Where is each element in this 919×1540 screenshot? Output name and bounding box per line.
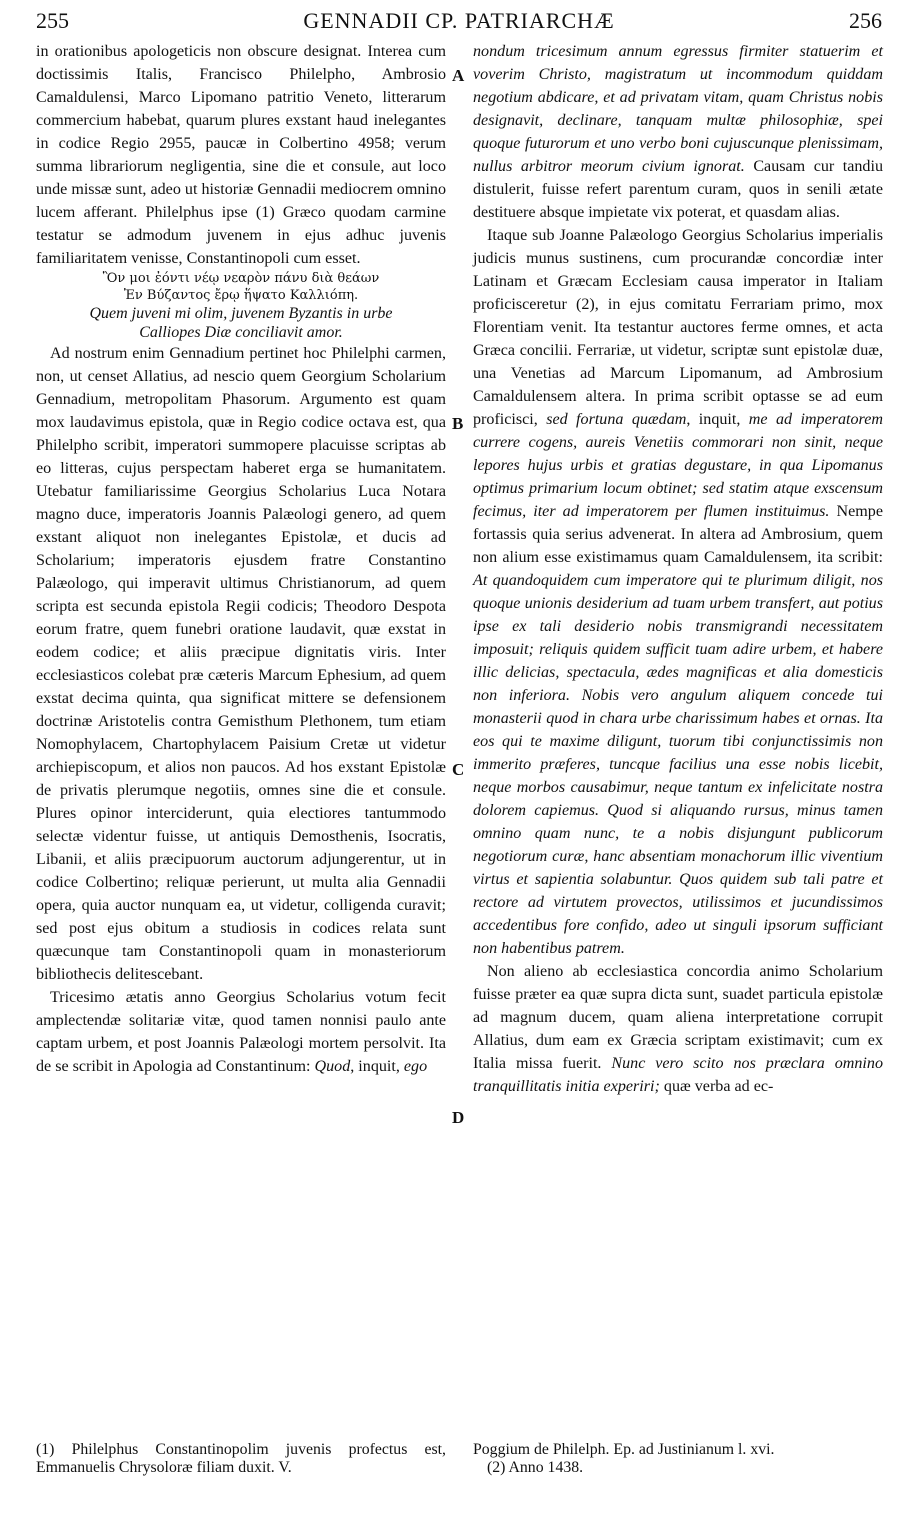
margin-marker-b: B xyxy=(452,414,464,433)
paragraph: in orationibus apologeticis non obscure designat. Interea cum doctissimis Italis, Francisco Philelpho, Ambrosio Camaldulensi, Marco Lipomano patritio Veneto, litterarum commercium habebat, quarum plures exstant haud inelegantes in codice Regio 2955, paucæ in Colbertino 4958; verum summa librariorum negligentia, sine die et consule, aut loco unde missæ sunt, adeo ut historiæ Gennadii mediocrem omnino lucem afferant. Philelphus ipse (1) Græco quodam carmine testatur se admodum juvenem in ejus adhuc juvenis familiaritatem venisse, Constantinopoli cum esset. xyxy=(36,43,446,267)
running-header xyxy=(36,8,882,38)
italic-run: ego xyxy=(403,1058,428,1075)
paragraph xyxy=(473,224,883,960)
greek-verse-line: Ὃν μοι ἐόντι νέῳ νεαρὸν πάνυ διὰ θεάων xyxy=(102,271,380,286)
italic-run: Quod xyxy=(314,1058,351,1075)
text-run: Causam cur tandiu distulerit, fuisse refert parentum curam, quos in senili ætate destituere absque impietate vix poterat, et quasdam alias. xyxy=(473,158,883,221)
text-run: , inquit, xyxy=(350,1058,404,1075)
left-column xyxy=(36,40,446,1078)
text-run: , inquit, xyxy=(686,411,749,428)
text-run: quæ verba ad ec- xyxy=(659,1078,774,1095)
italic-run: sed fortuna quædam xyxy=(546,411,687,428)
latin-verse-translation: Quem juveni mi olim, juvenem Byzantis in urbe xyxy=(89,305,393,322)
page-number-left: 255 xyxy=(36,8,69,33)
text-run: Tricesimo ætatis anno Georgius Scholarius votum fecit amplectendæ solitariæ vitæ, quod tamen nonnisi paulo ante captam urbem, et post Joannis Palæologi mortem persolvit. Ita de se scribit in Apologia ad Constantinum: xyxy=(36,989,446,1075)
paragraph xyxy=(473,40,883,224)
italic-run: Nunc vero scito nos præclara omnino tranquillitatis initia experiri; xyxy=(473,1055,883,1095)
footnotes-right xyxy=(473,1441,883,1477)
margin-marker-a: A xyxy=(452,66,465,85)
paragraph: Ad nostrum enim Gennadium pertinet hoc Philelphi carmen, non, ut censet Allatius, ad nescio quem Georgium Scholarium Gennadium, metropolitam Phasorum. Argumento est quam mox laudavimus epistola, quæ in Regio codice octava est, qua Philelpho scribit, imperatori summopere placuisse scriptas ab eo litteras, cujus perspectam haberet erga se humanitatem. Utebatur familiarissime Georgius Scholarius Luca Notara magno duce, imperatoris Joannis Palæologi genero, ad quem exstant aliquot non inelegantes Epistolæ, et ducis ad Scholarium; imperatoris ejusdem fratre Constantino Palæologo, qui imperavit ultimus Christianorum, ad quem scripta est secunda epistola Regii codicis; Theodoro Despota eorum fratre, quem funebri oratione laudavit, quæ exstat in eodem codice; et aliis præcipue dignitatis viris. Inter ecclesiasticos colebat præ cæteris Marcum Ephesium, ad quem exstat decima quinta, qua significat mittere se defensionem doctrinæ Aristotelis contra Gemisthum Plethonem, tum etiam Nomophylacem, Chartophylacem Paisium Cretæ ut videtur archiepiscopum, et alios non paucos. Ad hos exstant Epistolæ de privatis plerumque negotiis, omnes sine die et consule. Plures opinor interciderunt, quia electiores tantummodo selectæ videntur fuisse, ut antiquis Demosthenis, Isocratis, Libanii, et aliis præcipuorum auctorum adjungerentur, ut in codice Colbertino; reliquæ perierunt, ut multa alia Gennadii opera, quia auctor nunquam ea, ut videtur, colligenda curavit; sed post ejus obitum a studiosis in codices relata sunt quæcunque tam Constantinopoli quam in monasteriorum bibliothecis delitescebant. xyxy=(36,345,446,983)
latin-verse-translation: Calliopes Diæ conciliavit amor. xyxy=(139,324,343,341)
footnote-2: (2) Anno 1438. xyxy=(487,1459,584,1476)
paragraph xyxy=(473,960,883,1098)
footnote-1-continued: Poggium de Philelph. Ep. ad Justinianum l. xvi. xyxy=(473,1441,775,1458)
text-run: Nempe fortassis quia serius advenerat. In altera ad Ambrosium, quem non alium esse existimamus quam Camaldulensem, ita scribit: xyxy=(473,503,883,566)
footnotes-left xyxy=(36,1441,446,1477)
margin-marker-d: D xyxy=(452,1108,465,1127)
running-title: GENNADII CP. PATRIARCHÆ xyxy=(303,8,615,33)
right-column xyxy=(473,40,883,1098)
italic-run: At quandoquidem cum imperatore qui te plurimum diligit, nos quoque unionis desiderium ad tuam urbem transfert, aut potius ipse ex tali desiderio nobis transmigrandi necessitatem imposuit; reliquis quidem sufficit tuam adire urbem, et habere illic delicias, spectacula, ædes magnificas et alia domesticis non inferiora. Nobis vero angulum aliquem concede tui monasterii quod in chara urbe charissimum habes et ornas. Ita eos qui te maxime diligunt, tuorum tibi conjunctissimis non immerito præferes, tuncque facilius una esse nobis licebit, neque morbos causabimur, neque tantum ex infelicitate nostra dolorem capiemus. Quod si aliquando rursus, minus tamen omnino quam nunc, te a nobis disjungunt publicorum negotiorum curæ, hanc absentiam monachorum illic viventium virtus et sapientia solabuntur. Quos quidem sub tali patre et rectore ad virtutem provectos, utilissimos et jucundissimos accedentibus fore confido, adeo ut singuli ipsorum sufficiant non habentibus patrem. xyxy=(473,572,883,957)
text-run: Itaque sub Joanne Palæologo Georgius Scholarius imperialis judicis munus sustinens, cum procurandæ concordiæ inter Latinam et Græcam Ecclesiam causa imperator in Italiam proficisceretur (2), in ejus comitatu Ferrariam primo, mox Florentiam venit. Ita testantur auctores ferme omnes, et acta Græca concilii. Ferrariæ, ut videtur, scriptæ sunt epistolæ duæ, una Venetias ad Marcum Lipomanum, ad Ambrosium Camaldulensem altera. In prima scribit optasse se ad eum proficisci, xyxy=(473,227,883,428)
greek-verse-line: Ἐν Βύζαντος ἔρῳ ἥψατο Καλλιόπη. xyxy=(123,288,359,303)
margin-marker-c: C xyxy=(452,760,465,779)
footnote-1: (1) Philelphus Constantinopolim juvenis profectus est, Emmanuelis Chrysoloræ filiam duxit. V. xyxy=(36,1441,446,1476)
text-run: Non alieno ab ecclesiastica concordia animo Scholarium fuisse præter ea quæ supra dicta sunt, suadet particula epistolæ ad magnum ducem, quam aliena interpretatione corrupit Allatius, dum eam ex Græcia scriptam existimavit; cum ex Italia missa fuerit. xyxy=(473,963,883,1072)
paragraph xyxy=(36,986,446,1078)
italic-run: nondum tricesimum annum egressus firmiter statuerim et voverim Christo, magistratum ut incommodum quiddam negotium abdicare, et ad privatam vitam, quam Christus nobis designavit, declinare, tanquam multæ philosophiæ, spei quoque futurorum et uno verbo boni cujuscunque plenissimam, nullus arbitror meorum civium ignorat. xyxy=(473,43,883,175)
italic-run: me ad imperatorem currere cogens, aureis Venetiis commorari non sinit, neque lepores hujus urbis et gratias degustare, in qua Lipomanus optimus primarium locum obtinet; sed statim atque exscensum fecimus, iter ad imperatorem per flumen instituimus. xyxy=(473,411,883,520)
page-number-right: 256 xyxy=(849,8,882,33)
